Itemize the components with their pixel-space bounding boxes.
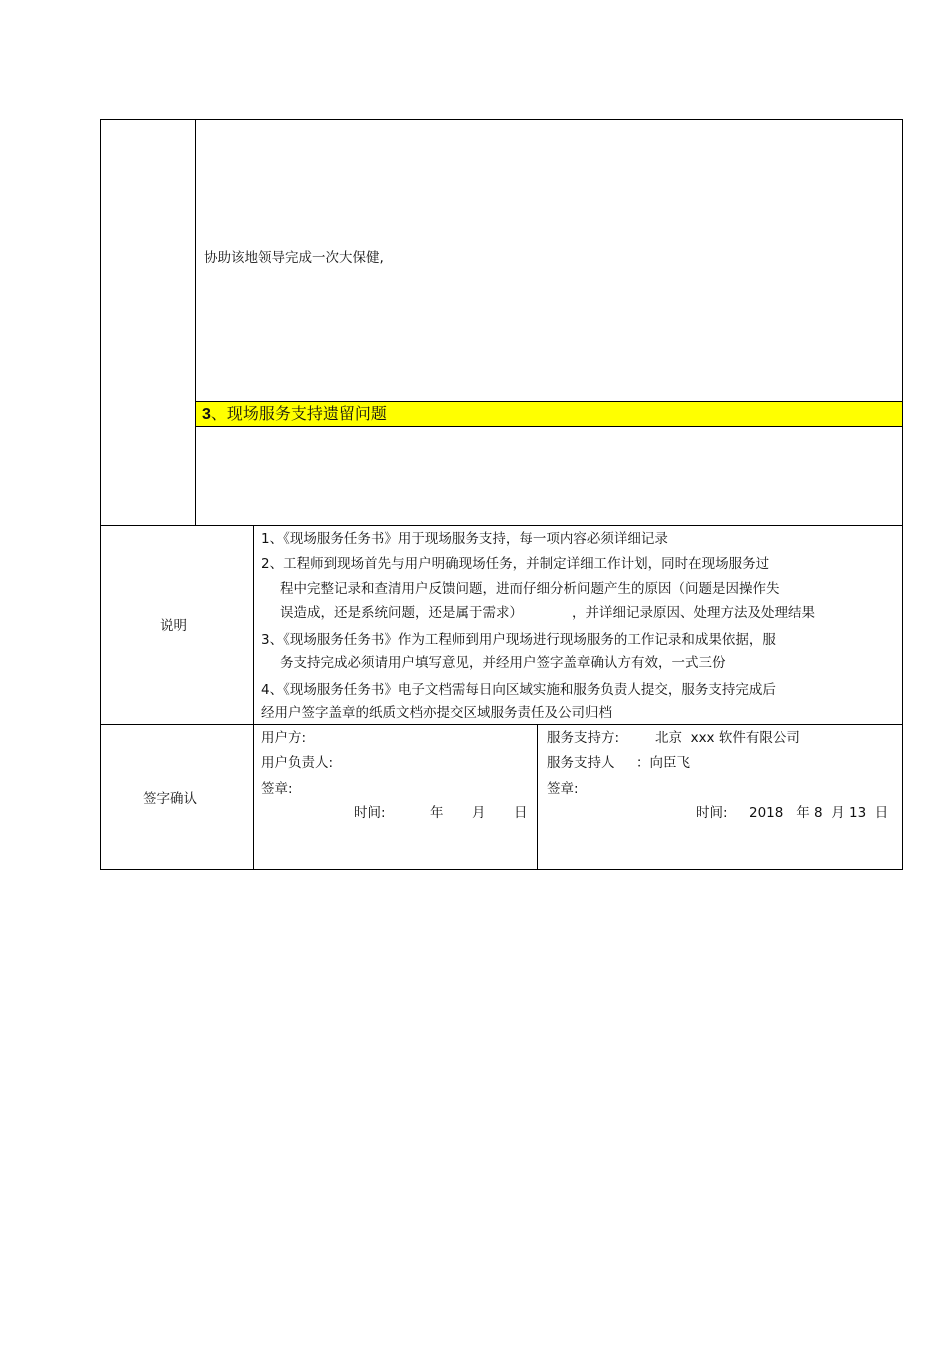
service-date: 2018 年 8 月 13 日	[749, 805, 889, 821]
service-time-label: 时间:	[696, 805, 728, 821]
user-month: 月	[472, 805, 486, 821]
service-person-label: 服务支持人	[547, 755, 615, 771]
work-col-divider	[195, 119, 196, 525]
note-line-3: 程中完整记录和查清用户反馈问题，进而仔细分析问题产生的原因（问题是因操作失	[280, 581, 780, 597]
service-person-value: ：向臣飞	[636, 755, 690, 771]
table-border-bottom	[100, 869, 903, 870]
note-line-4b: ，并详细记录原因、处理方法及处理结果	[572, 605, 815, 621]
note-line-7: 4、《现场服务任务书》电子文档需每日向区域实施和服务负责人提交，服务支持完成后	[261, 682, 776, 698]
table-border-top	[100, 119, 903, 120]
service-party-value: 北京 xxx 软件有限公司	[655, 730, 800, 746]
row-separator-signature	[100, 724, 903, 725]
signature-label: 签字确认	[143, 791, 197, 807]
table-border-left	[100, 119, 101, 870]
row-separator-notes	[100, 525, 903, 526]
user-seal-label: 签章:	[261, 781, 293, 797]
user-party-label: 用户方:	[261, 730, 307, 746]
section3-title: 、现场服务支持遗留问题	[210, 404, 387, 423]
note-line-5: 3、《现场服务任务书》作为工程师到用户现场进行现场服务的工作记录和成果依据，服	[261, 632, 776, 648]
service-seal-label: 签章:	[547, 781, 579, 797]
signature-mid-divider	[537, 724, 538, 870]
note-line-2: 2、工程师到现场首先与用户明确现场任务，并制定详细工作计划，同时在现场服务过	[261, 556, 770, 572]
user-time-label: 时间:	[354, 805, 386, 821]
user-head-label: 用户负责人:	[261, 755, 334, 771]
label-col-divider	[253, 525, 254, 870]
section3-top-border	[195, 401, 903, 402]
user-year: 年	[430, 805, 444, 821]
section3-number: 3	[202, 406, 211, 423]
note-line-6: 务支持完成必须请用户填写意见，并经用户签字盖章确认方有效，一式三份	[280, 655, 726, 671]
note-line-4a: 误造成，还是系统问题，还是属于需求）	[280, 605, 523, 621]
notes-label: 说明	[160, 618, 187, 634]
note-line-1: 1、《现场服务任务书》用于现场服务支持，每一项内容必须详细记录	[261, 531, 668, 547]
section3-bottom-border	[195, 426, 903, 427]
table-border-right	[902, 119, 903, 870]
user-day: 日	[514, 805, 528, 821]
service-party-label: 服务支持方:	[547, 730, 620, 746]
section3-heading	[202, 403, 387, 426]
work-body-text: 协助该地领导完成一次大保健,	[204, 250, 384, 266]
note-line-8: 经用户签字盖章的纸质文档亦提交区域服务责任及公司归档	[261, 705, 612, 721]
